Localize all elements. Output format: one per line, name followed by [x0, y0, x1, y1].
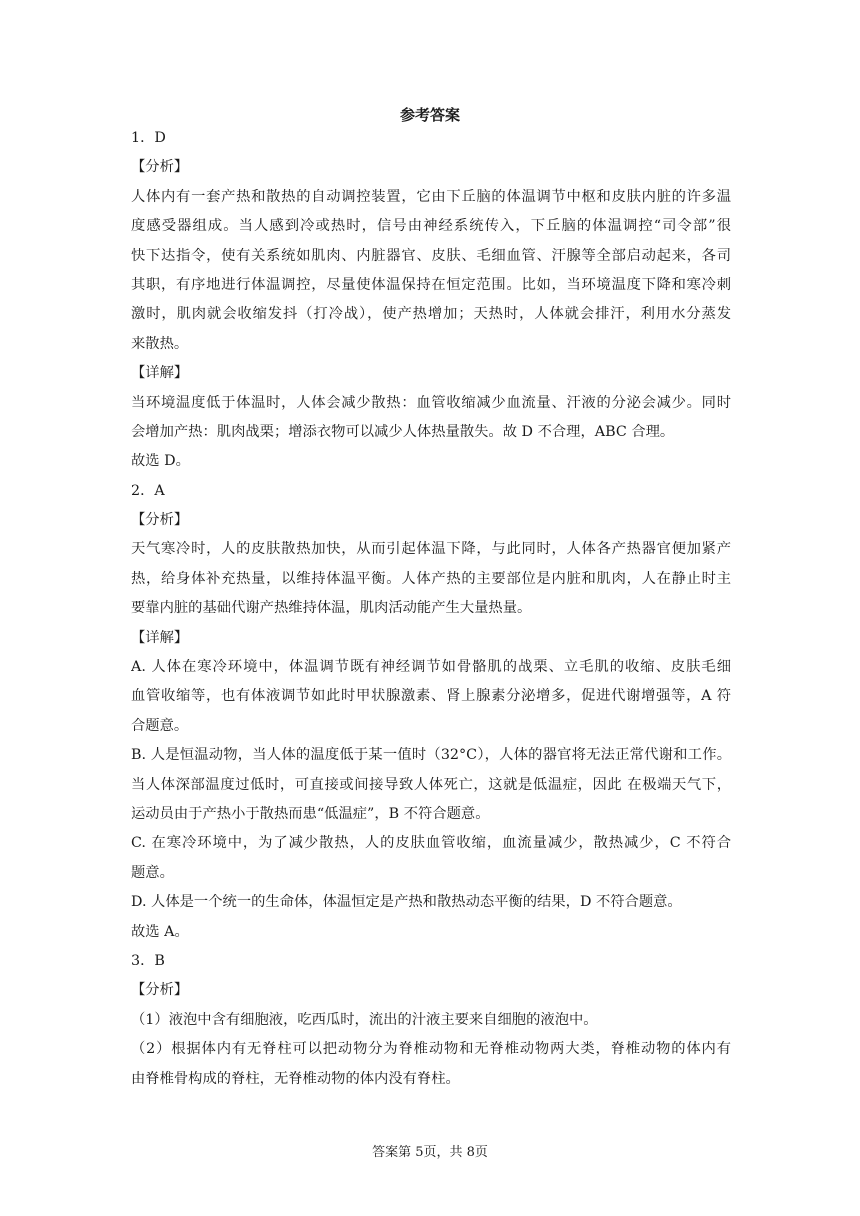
text-line: A. 人体在寒冷环境中，体温调节既有神经调节如骨骼肌的战栗、立毛肌的收缩、皮肤毛细: [131, 659, 731, 676]
text-line: 由脊椎骨构成的脊柱，无脊椎动物的体内没有脊柱。: [131, 1070, 460, 1087]
text-line: 快下达指令，使有关系统如肌肉、内脏器官、皮肤、毛细血管、汗腺等全部启动起来，各司: [131, 247, 731, 264]
text-line: 2．A: [131, 482, 165, 499]
text-line: D. 人体是一个统一的生命体，体温恒定是产热和散热动态平衡的结果，D 不符合题意。: [131, 894, 682, 911]
text-line: 天气寒冷时，人的皮肤散热加快，从而引起体温下降，与此同时，人体各产热器官便加紧产: [131, 541, 731, 558]
page-footer: 答案第 5页，共 8页: [372, 1145, 488, 1160]
text-line: （1）液泡中含有细胞液，吃西瓜时，流出的汁液主要来自细胞的液泡中。: [131, 1011, 598, 1028]
text-line: 【详解】: [131, 629, 189, 646]
page-title: 参考答案: [399, 106, 460, 124]
text-line: 血管收缩等，也有体液调节如此时甲状腺激素、肾上腺素分泌增多，促进代谢增强等，A 符: [131, 688, 731, 705]
text-line: 当环境温度低于体温时，人体会减少散热：血管收缩减少血流量、汗液的分泌会减少。同时: [131, 394, 731, 411]
text-line: 1．D: [131, 130, 166, 146]
text-line: 来散热。: [131, 335, 189, 352]
text-line: 人体内有一套产热和散热的自动调控装置，它由下丘脑的体温调节中枢和皮肤内脏的许多温: [131, 188, 731, 205]
answer-body: [131, 124, 731, 1094]
text-line: （2）根据体内有无脊柱可以把动物分为脊椎动物和无脊椎动物两大类，脊椎动物的体内有: [131, 1041, 731, 1058]
text-line: C. 在寒冷环境中，为了减少散热，人的皮肤血管收缩，血流量减少，散热减少，C 不符合: [131, 835, 731, 852]
text-line: 【详解】: [131, 365, 189, 382]
text-line: 合题意。: [131, 717, 189, 734]
text-line: 激时，肌肉就会收缩发抖（打冷战），使产热增加；天热时，人体就会排汗，利用水分蒸发: [131, 306, 731, 323]
text-line: 度感受器组成。当人感到冷或热时，信号由神经系统传入，下丘脑的体温调控“司令部”很: [131, 218, 731, 235]
text-line: 【分析】: [131, 982, 189, 999]
text-line: 故选 A。: [131, 923, 189, 940]
text-line: 热，给身体补充热量，以维持体温平衡。人体产热的主要部位是内脏和肌肉，人在静止时主: [131, 570, 731, 587]
text-line: B. 人是恒温动物，当人体的温度低于某一值时（32°C），人体的器官将无法正常代谢和工作。: [131, 747, 731, 764]
text-line: 【分析】: [131, 512, 189, 529]
text-line: 题意。: [131, 864, 174, 881]
text-line: 运动员由于产热小于散热而患“低温症”，B 不符合题意。: [131, 805, 490, 822]
text-line: 【分析】: [131, 159, 189, 176]
text-line: 3．B: [131, 952, 165, 969]
text-line: 故选 D。: [131, 453, 190, 470]
text-line: 会增加产热：肌肉战栗；增添衣物可以减少人体热量散失。故 D 不合理，ABC 合理。: [131, 423, 675, 440]
text-line: 当人体深部温度过低时，可直接或间接导致人体死亡，这就是低温症，因此 在极端天气下，: [131, 776, 731, 793]
text-line: 其职，有序地进行体温调控，尽量使体温保持在恒定范围。比如，当环境温度下降和寒冷刺: [131, 276, 731, 293]
text-line: 要靠内脏的基础代谢产热维持体温，肌肉活动能产生大量热量。: [131, 600, 532, 617]
